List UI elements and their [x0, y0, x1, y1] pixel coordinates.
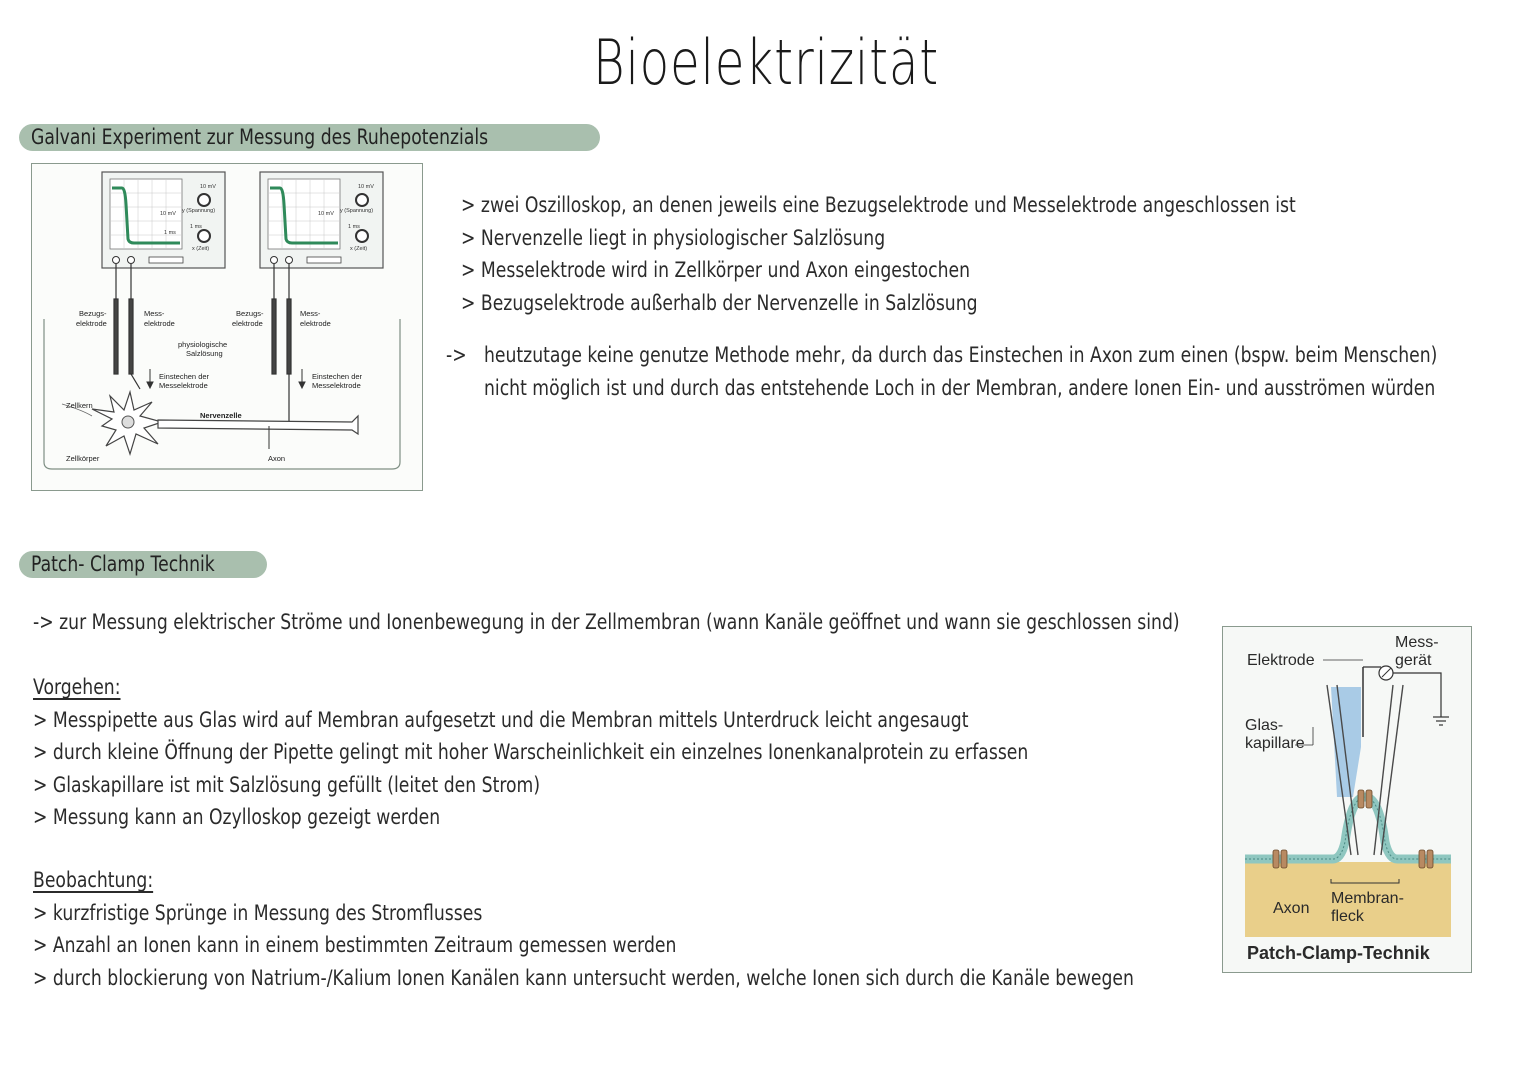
svg-text:elektrode: elektrode: [300, 319, 331, 328]
list-item: > durch blockierung von Natrium-/Kalium Ionen Kanälen kann untersucht werden, welche Ionen sich durch die Kanäle bewegen: [33, 965, 1134, 990]
galvani-note: [484, 339, 1532, 404]
svg-text:10 mV: 10 mV: [160, 211, 176, 217]
list-item: > Nervenzelle liegt in physiologischer Salzlösung: [461, 225, 886, 250]
svg-text:1 ms: 1 ms: [190, 224, 202, 230]
svg-text:Bezugs-: Bezugs-: [79, 309, 107, 318]
page-title: Bioelektrizität: [592, 26, 940, 99]
svg-text:elektrode: elektrode: [144, 319, 175, 328]
svg-text:kapillare: kapillare: [1245, 735, 1305, 752]
list-item: > Bezugselektrode außerhalb der Nervenzelle in Salzlösung: [461, 290, 978, 315]
svg-text:Messelektrode: Messelektrode: [312, 381, 361, 390]
svg-text:x (Zeit): x (Zeit): [192, 246, 210, 252]
svg-text:Elektrode: Elektrode: [1247, 652, 1315, 669]
svg-text:elektrode: elektrode: [232, 319, 263, 328]
svg-text:1 ms: 1 ms: [348, 224, 360, 230]
oscilloscope-1: [102, 172, 225, 268]
svg-text:Axon: Axon: [268, 454, 286, 463]
list-item: > Messpipette aus Glas wird auf Membran aufgesetzt und die Membran mittels Unterdruck leicht angesaugt: [33, 707, 969, 732]
svg-text:Mess-: Mess-: [300, 309, 321, 318]
svg-text:y (Spannung): y (Spannung): [182, 208, 216, 214]
svg-text:Patch-Clamp-Technik: Patch-Clamp-Technik: [1247, 943, 1430, 963]
svg-text:Membran-: Membran-: [1331, 890, 1404, 907]
beobachtung-heading: Beobachtung:: [33, 868, 154, 892]
patch-intro: -> zur Messung elektrischer Ströme und Ionenbewegung in der Zellmembran (wann Kanäle geöffnet und wann sie geschlossen sind): [33, 610, 1180, 634]
galvani-diagram: [32, 164, 422, 490]
svg-text:y (Spannung): y (Spannung): [340, 208, 374, 214]
svg-text:Nervenzelle: Nervenzelle: [200, 411, 242, 420]
galvani-bullets: [461, 189, 1479, 319]
svg-text:fleck: fleck: [1331, 908, 1364, 925]
galvani-heading: Galvani Experiment zur Messung des Ruhepotenzials: [19, 124, 600, 151]
vorgehen-heading: Vorgehen:: [33, 675, 121, 699]
galvani-figure: [31, 163, 423, 491]
svg-text:Glas-: Glas-: [1245, 717, 1284, 734]
svg-text:Zellkörper: Zellkörper: [66, 454, 100, 463]
vorgehen-section: [33, 671, 1247, 834]
list-item: > durch kleine Öffnung der Pipette gelingt mit hoher Warscheinlichkeit ein einzelnes Ionenkanalprotein zu erfassen: [33, 740, 1029, 764]
patch-clamp-diagram: [1223, 627, 1471, 972]
patch-heading: Patch- Clamp Technik: [19, 551, 267, 578]
svg-text:gerät: gerät: [1395, 652, 1432, 669]
svg-text:Axon: Axon: [1273, 900, 1310, 917]
svg-text:Mess-: Mess-: [1395, 634, 1439, 651]
svg-text:physiologische: physiologische: [178, 340, 228, 349]
list-item: heutzutage keine genutze Methode mehr, da durch das Einstechen in Axon zum einen (bspw. beim Menschen): [484, 343, 1438, 367]
svg-text:x (Zeit): x (Zeit): [350, 246, 368, 252]
list-item: > kurzfristige Sprünge in Messung des Stromflusses: [33, 900, 483, 925]
svg-text:10 mV: 10 mV: [358, 184, 374, 190]
svg-text:Messelektrode: Messelektrode: [159, 381, 208, 390]
patch-clamp-figure: [1222, 626, 1472, 973]
list-item: > zwei Oszilloskop, an denen jeweils eine Bezugselektrode und Messelektrode angeschlossen ist: [461, 193, 1296, 217]
svg-text:Bezugs-: Bezugs-: [236, 309, 264, 318]
svg-text:Zellkern: Zellkern: [66, 401, 93, 410]
svg-text:Salzlösung: Salzlösung: [186, 349, 223, 358]
svg-text:1 ms: 1 ms: [164, 230, 176, 236]
svg-text:10 mV: 10 mV: [200, 184, 216, 190]
svg-text:Einstechen der: Einstechen der: [159, 372, 210, 381]
list-item: > Messung kann an Ozylloskop gezeigt werden: [33, 805, 441, 829]
list-item: > Anzahl an Ionen kann in einem bestimmten Zeitraum gemessen werden: [33, 933, 677, 957]
oscilloscope-2: [260, 172, 383, 268]
svg-text:10 mV: 10 mV: [318, 211, 334, 217]
svg-text:Einstechen der: Einstechen der: [312, 372, 363, 381]
list-item: nicht möglich ist und durch das entstehende Loch in der Membran, andere Ionen Ein- und ausströmen würden: [484, 375, 1436, 400]
svg-text:elektrode: elektrode: [76, 319, 107, 328]
galvani-note-arrow: ->: [446, 343, 467, 367]
beobachtung-section: [33, 864, 1376, 994]
svg-text:Mess-: Mess-: [144, 309, 165, 318]
list-item: > Glaskapillare ist mit Salzlösung gefüllt (leitet den Strom): [33, 772, 541, 797]
list-item: > Messelektrode wird in Zellkörper und Axon eingestochen: [461, 258, 971, 282]
